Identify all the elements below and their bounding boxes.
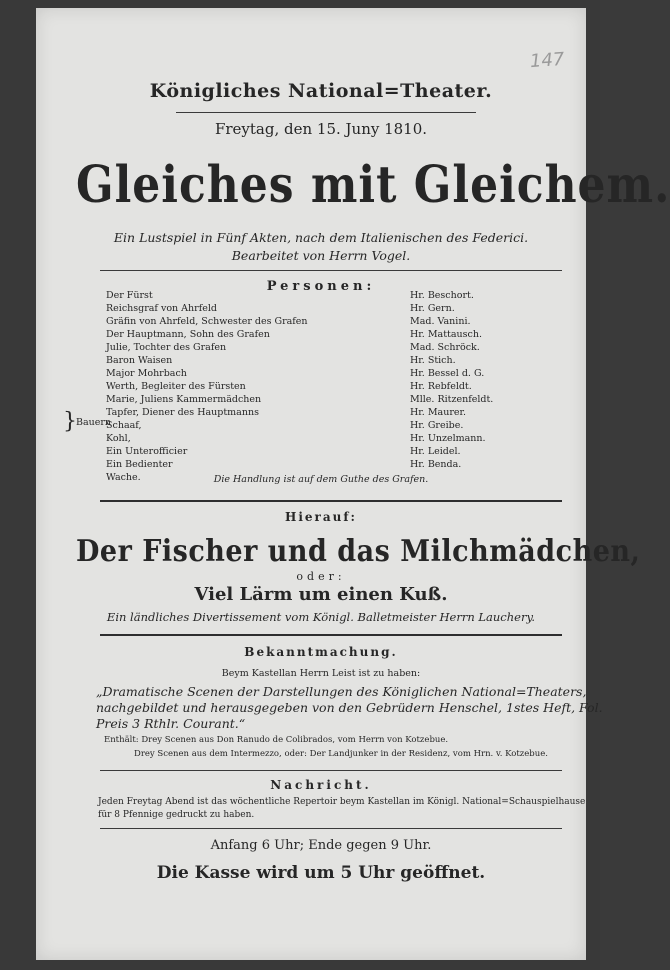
announcement-contents-line: Drey Scenen aus dem Intermezzo, oder: Der Landjunker in der Residenz, vom Hrn. v. Kotzebue. <box>134 749 548 759</box>
cast-actor: Hr. Unzelmann. <box>410 433 486 444</box>
oder-label: oder: <box>296 570 346 583</box>
notice-line: Jeden Freytag Abend ist das wöchentliche Repertoir beym Kastellan im Königl. National=Schauspielhause <box>98 797 586 807</box>
announcement-quote-line: nachgebildet und herausgegeben von den Gebrüdern Henschel, 1stes Heft, Fol. <box>96 700 603 715</box>
divider <box>100 828 562 829</box>
performance-date: Freytag, den 15. Juny 1810. <box>214 120 428 138</box>
second-piece-description: Ein ländliches Divertissement vom Königl. Balletmeister Herrn Lauchery. <box>106 610 536 624</box>
playbill-content <box>36 8 670 960</box>
cast-role: Baron Waisen <box>106 355 173 366</box>
brace-glyph: } <box>63 409 77 434</box>
cast-actor: Mlle. Ritzenfeldt. <box>410 394 494 405</box>
divider <box>100 770 562 771</box>
play-setting: Die Handlung ist auf dem Guthe des Grafen. <box>213 474 429 485</box>
cast-actor: Hr. Gern. <box>410 303 455 314</box>
divider <box>176 112 476 113</box>
announcement-quote-line: „Dramatische Scenen der Darstellungen des Königlichen National=Theaters, <box>96 684 587 699</box>
cast-role: Julie, Tochter des Grafen <box>106 342 227 353</box>
cast-row <box>106 316 550 329</box>
cast-actor: Hr. Bessel d. G. <box>410 368 485 379</box>
cast-role: Ein Bedienter <box>106 459 173 470</box>
cast-actor: Hr. Greibe. <box>410 420 464 431</box>
cast-actor: Hr. Maurer. <box>410 407 467 418</box>
cast-heading: Personen: <box>266 279 376 294</box>
cast-row <box>106 446 550 459</box>
archive-number: 147 <box>528 48 565 73</box>
cast-role: Tapfer, Diener des Hauptmanns <box>106 407 259 418</box>
divider <box>100 270 562 271</box>
cast-role: Werth, Begleiter des Fürsten <box>106 381 246 392</box>
bauern-label: Bauern <box>76 417 112 428</box>
notice-line: für 8 Pfennige gedruckt zu haben. <box>98 810 255 820</box>
cast-actor: Mad. Schröck. <box>410 342 480 353</box>
notice-heading: Nachricht. <box>270 778 372 792</box>
announcement-contents-line: Enthält: Drey Scenen aus Don Ranudo de Colibrados, vom Herrn von Kotzebue. <box>104 735 449 745</box>
cast-actor: Hr. Beschort. <box>410 290 474 301</box>
cast-row <box>106 407 550 420</box>
second-piece-title: Der Fischer und das Milchmädchen, <box>76 534 641 569</box>
cast-row <box>106 420 550 433</box>
playbill-sheet <box>36 8 670 960</box>
cast-actor: Hr. Stich. <box>410 355 456 366</box>
play-adaptation: Bearbeitet von Herrn Vogel. <box>231 248 411 263</box>
cast-row <box>106 459 550 472</box>
cast-role: Gräfin von Ahrfeld, Schwester des Grafen <box>106 316 308 327</box>
cast-role: Reichsgraf von Ahrfeld <box>106 303 217 314</box>
cast-row <box>106 433 550 446</box>
cast-row <box>106 368 550 381</box>
cast-role: Wache. <box>106 472 141 483</box>
cast-row <box>106 355 550 368</box>
cast-actor: Hr. Leidel. <box>410 446 461 457</box>
cast-row <box>106 303 550 316</box>
cast-row <box>106 381 550 394</box>
cast-role: Kohl, <box>106 433 131 444</box>
cast-row <box>106 290 550 303</box>
performance-times: Anfang 6 Uhr; Ende gegen 9 Uhr. <box>210 838 432 853</box>
cast-role: Ein Unterofficier <box>106 446 188 457</box>
cast-row <box>106 342 550 355</box>
theater-name: Königliches National=Theater. <box>149 80 493 102</box>
announcement-quote-line: Preis 3 Rthlr. Courant.“ <box>96 716 246 731</box>
divider <box>100 500 562 502</box>
cast-actor: Hr. Mattausch. <box>410 329 482 340</box>
hierauf-label: Hierauf: <box>285 510 357 524</box>
cast-role: Schaaf, <box>106 420 142 431</box>
play-title: Gleiches mit Gleichem. <box>76 156 670 215</box>
cast-role: Der Hauptmann, Sohn des Grafen <box>106 329 270 340</box>
cast-actor: Hr. Rebfeldt. <box>410 381 472 392</box>
second-piece-alt-title: Viel Lärm um einen Kuß. <box>194 584 448 605</box>
announcement-intro: Beym Kastellan Herrn Leist ist zu haben: <box>221 668 421 679</box>
box-office-opening: Die Kasse wird um 5 Uhr geöffnet. <box>156 863 486 883</box>
divider <box>100 634 562 636</box>
cast-actor: Hr. Benda. <box>410 459 462 470</box>
cast-row <box>106 329 550 342</box>
announcement-heading: Bekanntmachung. <box>244 645 398 659</box>
cast-role: Der Fürst <box>106 290 153 301</box>
play-subtitle: Ein Lustspiel in Fünf Akten, nach dem Italienischen des Federici. <box>113 230 529 245</box>
cast-row <box>106 394 550 407</box>
cast-role: Major Mohrbach <box>106 368 187 379</box>
cast-actor: Mad. Vanini. <box>410 316 471 327</box>
cast-role: Marie, Juliens Kammermädchen <box>106 394 262 405</box>
